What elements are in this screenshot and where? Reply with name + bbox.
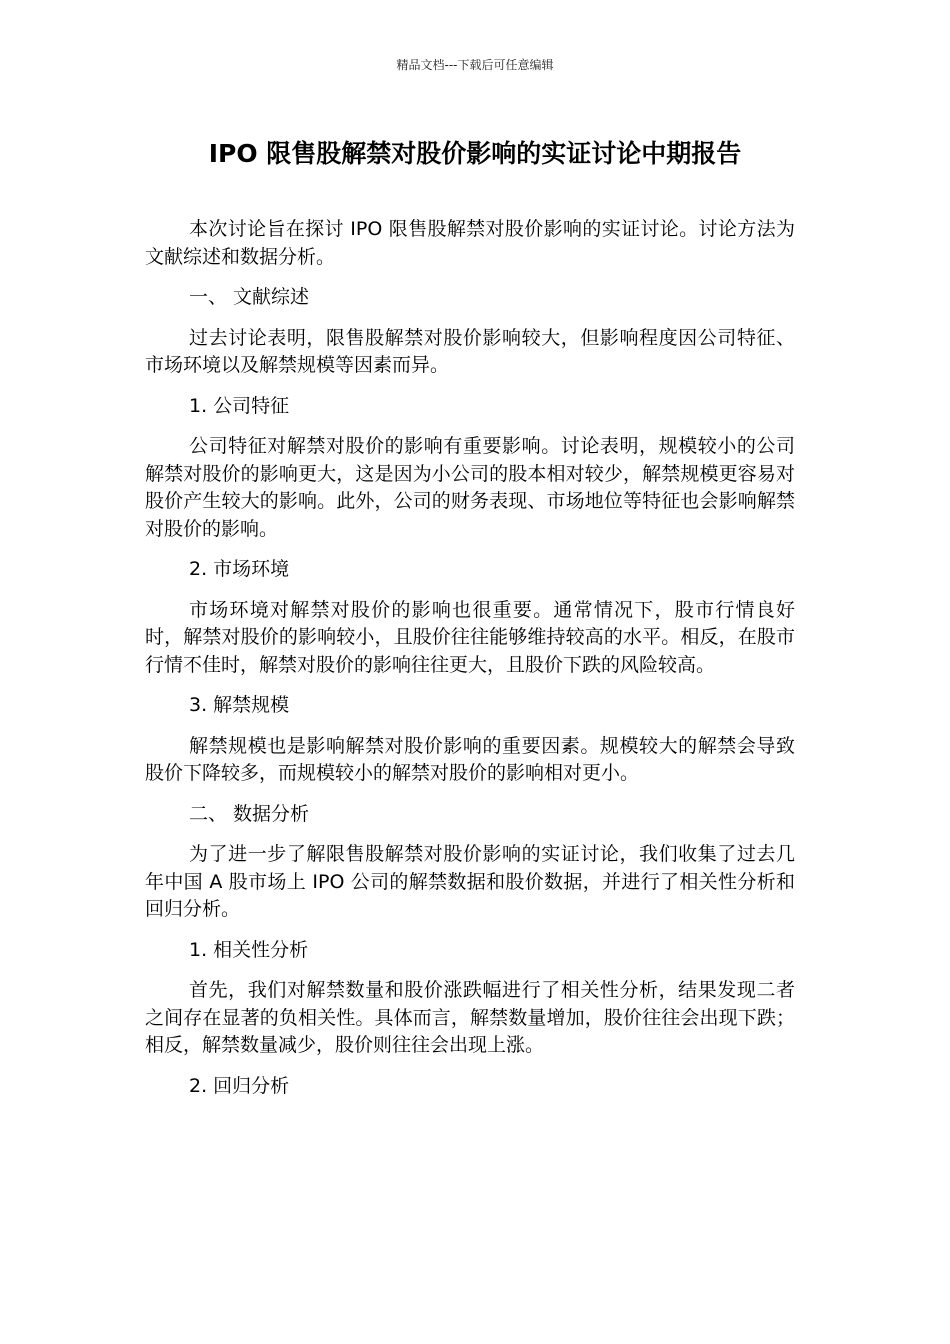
subheading-regression-analysis: 2. 回归分析 — [189, 1074, 290, 1097]
market-environment-paragraph: 市场环境对解禁对股价的影响也很重要。通常情况下，股市行情良好时，解禁对股价的影响较小，且股价往往能够维持较高的水平。相反，在股市行情不佳时，解禁对股价的影响往往更大，且股价下跌的风险较高。 — [145, 598, 795, 676]
header-note: 精品文档---下载后可任意编辑 — [396, 58, 554, 72]
data-analysis-paragraph: 为了进一步了解限售股解禁对股价影响的实证讨论，我们收集了过去几年中国 A 股市场上 IPO 公司的解禁数据和股价数据，并进行了相关性分析和回归分析。 — [145, 843, 795, 920]
intro-paragraph: 本次讨论旨在探讨 IPO 限售股解禁对股价影响的实证讨论。讨论方法为文献综述和数据分析。 — [145, 218, 795, 268]
unlock-scale-paragraph: 解禁规模也是影响解禁对股价影响的重要因素。规模较大的解禁会导致股价下降较多，而规模较小的解禁对股价的影响相对更小。 — [145, 734, 795, 784]
correlation-analysis-paragraph: 首先，我们对解禁数量和股价涨跌幅进行了相关性分析，结果发现二者之间存在显著的负相关性。具体而言，解禁数量增加，股价往往会出现下跌；相反，解禁数量减少，股价则往往会出现上涨。 — [145, 979, 795, 1056]
section-heading-literature-review: 一、 文献综述 — [189, 286, 310, 308]
subheading-unlock-scale: 3. 解禁规模 — [189, 694, 290, 716]
company-characteristics-paragraph: 公司特征对解禁对股价的影响有重要影响。讨论表明，规模较小的公司解禁对股价的影响更大，这是因为小公司的股本相对较少，解禁规模更容易对股价产生较大的影响。此外，公司的财务表现、市场地位等特征也会影响解禁对股价的影响。 — [145, 435, 795, 540]
section-heading-data-analysis: 二、 数据分析 — [189, 802, 310, 825]
document-title: IPO 限售股解禁对股价影响的实证讨论中期报告 — [208, 139, 742, 168]
subheading-correlation-analysis: 1. 相关性分析 — [189, 938, 309, 961]
subheading-company-characteristics: 1. 公司特征 — [189, 394, 290, 417]
literature-paragraph: 过去讨论表明，限售股解禁对股价影响较大，但影响程度因公司特征、市场环境以及解禁规模等因素而异。 — [145, 326, 795, 376]
document-body — [145, 216, 795, 1113]
subheading-market-environment: 2. 市场环境 — [189, 558, 290, 580]
